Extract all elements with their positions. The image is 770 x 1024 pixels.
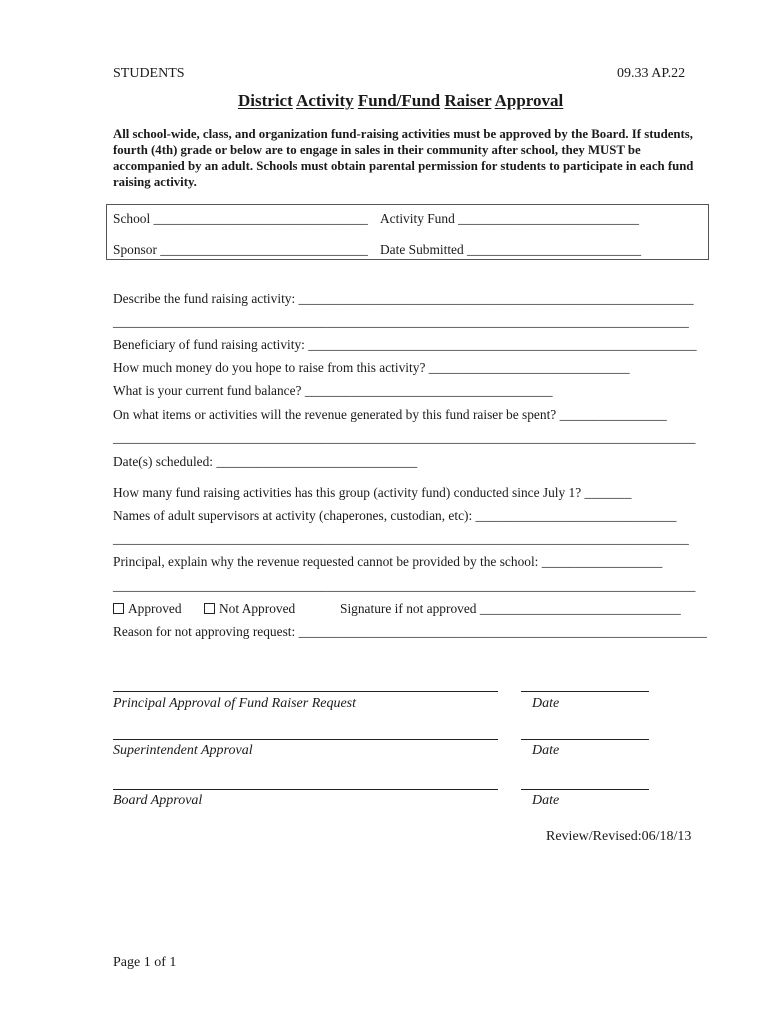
- intro-paragraph: All school-wide, class, and organization fund-raising activities must be approved by the Board. If students, fourth (4th) grade or below are to engage in sales in their community after school, they MUST be accompanied by an adult. Schools must obtain parental permission for students to participate in each fund raising activity.: [113, 127, 694, 189]
- not-approved-option[interactable]: Not Approved: [204, 601, 295, 617]
- principal-date-label: Date: [532, 696, 560, 711]
- activity-fund-field[interactable]: Activity Fund ___________________________: [380, 211, 639, 226]
- not-approved-checkbox[interactable]: [204, 603, 215, 614]
- revenue-use-field[interactable]: On what items or activities will the revenue generated by this fund raiser be spent? ________________: [113, 407, 667, 422]
- principal-date-line[interactable]: [521, 691, 649, 692]
- board-approval-label: Board Approval: [113, 793, 203, 808]
- adult-supervisors-continuation[interactable]: ______________________________________________________________________________________: [113, 531, 689, 546]
- principal-explanation-continuation[interactable]: _______________________________________________________________________________________: [113, 578, 696, 593]
- dates-scheduled-field[interactable]: Date(s) scheduled: ______________________________: [113, 454, 418, 469]
- header-section-label: STUDENTS: [113, 66, 185, 81]
- principal-approval-label: Principal Approval of Fund Raiser Request: [113, 696, 357, 711]
- page-title: District Activity Fund/Fund Raiser Approval: [238, 91, 564, 110]
- principal-signature-line[interactable]: [113, 691, 498, 692]
- principal-explanation-field[interactable]: Principal, explain why the revenue requested cannot be provided by the school: __________________: [113, 554, 663, 569]
- approved-option[interactable]: Approved: [113, 601, 182, 617]
- board-date-line[interactable]: [521, 789, 649, 790]
- beneficiary-field[interactable]: Beneficiary of fund raising activity: __________________________________________________________: [113, 337, 697, 352]
- fundraising-goal-field[interactable]: How much money do you hope to raise from this activity? ______________________________: [113, 360, 630, 375]
- signature-if-not-approved-field[interactable]: Signature if not approved ______________________________: [340, 601, 681, 616]
- activities-count-field[interactable]: How many fund raising activities has this group (activity fund) conducted since July 1? _______: [113, 485, 632, 500]
- school-field[interactable]: School ________________________________: [113, 211, 368, 226]
- board-date-label: Date: [532, 793, 560, 808]
- board-signature-line[interactable]: [113, 789, 498, 790]
- reason-not-approving-field[interactable]: Reason for not approving request: _____________________________________________________________: [113, 624, 707, 639]
- superintendent-date-label: Date: [532, 743, 560, 758]
- sponsor-field[interactable]: Sponsor _______________________________: [113, 242, 368, 257]
- adult-supervisors-field[interactable]: Names of adult supervisors at activity (chaperones, custodian, etc): ______________________________: [113, 508, 677, 523]
- revenue-use-continuation[interactable]: _______________________________________________________________________________________: [113, 430, 696, 445]
- describe-activity-field[interactable]: Describe the fund raising activity: ___________________________________________________________: [113, 291, 694, 306]
- date-submitted-field[interactable]: Date Submitted __________________________: [380, 242, 642, 257]
- superintendent-approval-label: Superintendent Approval: [113, 743, 253, 758]
- superintendent-signature-line[interactable]: [113, 739, 498, 740]
- superintendent-date-line[interactable]: [521, 739, 649, 740]
- approved-checkbox[interactable]: [113, 603, 124, 614]
- current-balance-field[interactable]: What is your current fund balance? _____________________________________: [113, 383, 553, 398]
- page-number: Page 1 of 1: [113, 955, 177, 970]
- describe-activity-continuation[interactable]: ______________________________________________________________________________________: [113, 314, 689, 329]
- header-policy-code: 09.33 AP.22: [617, 66, 686, 81]
- review-revised-date: Review/Revised:06/18/13: [546, 829, 692, 844]
